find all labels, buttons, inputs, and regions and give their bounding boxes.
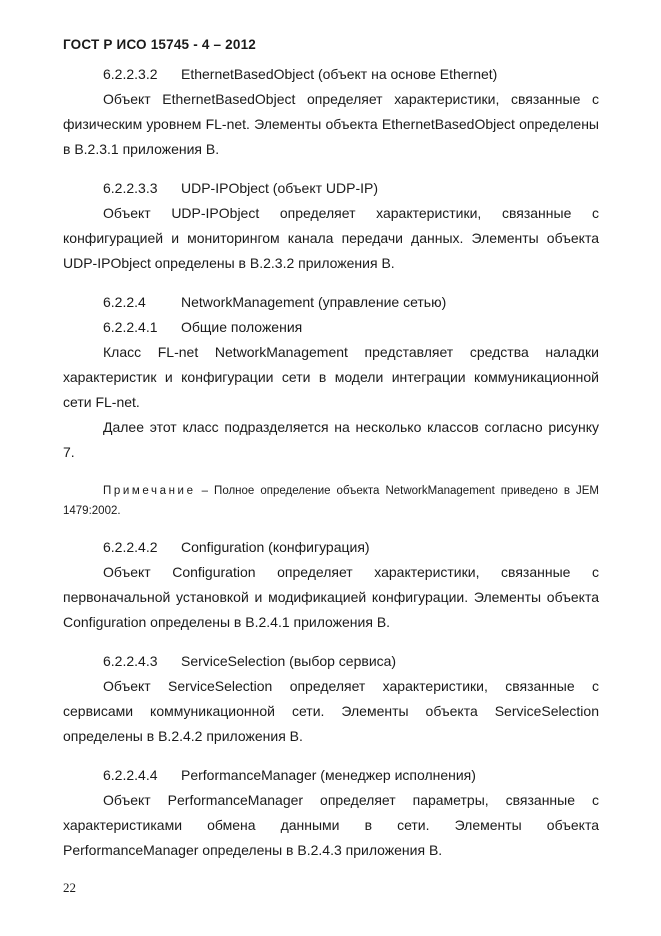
document-body [63, 62, 599, 863]
section-heading [63, 649, 599, 674]
section-number: 6.2.2.4 [103, 294, 146, 310]
section-heading [63, 535, 599, 560]
section-number: 6.2.2.3.2 [103, 66, 158, 82]
section-paragraph: Объект ServiceSelection определяет характеристики, связанные с сервисами коммуникационной сети. Элементы объекта ServiceSelection определены в В.2.4.2 приложения В. [63, 678, 599, 744]
section-heading [63, 62, 599, 87]
section-paragraph: Объект UDP-IPObject определяет характеристики, связанные с конфигурацией и мониторингом канала передачи данных. Элементы объекта UDP-IPObject определены в В.2.3.2 приложения В. [63, 205, 599, 271]
section-title: EthernetBasedObject (объект на основе Ethernet) [181, 66, 498, 82]
section-title: UDP-IPObject (объект UDP-IP) [181, 180, 379, 196]
page-number: 22 [63, 880, 76, 895]
note [63, 481, 599, 521]
section-heading [63, 290, 599, 315]
section-title: Общие положения [181, 319, 303, 335]
section-heading [63, 763, 599, 788]
section-title: PerformanceManager (менеджер исполнения) [181, 767, 476, 783]
note-label: Примечание [103, 485, 196, 497]
section-paragraph: Объект EthernetBasedObject определяет характеристики, связанные с физическим уровнем FL-net. Элементы объекта EthernetBasedObject определены в B.2.3.1 приложения В. [63, 91, 599, 157]
document-header: ГОСТ Р ИСО 15745 - 4 – 2012 [63, 37, 256, 52]
section-number: 6.2.2.4.2 [103, 539, 158, 555]
section-number: 6.2.2.4.3 [103, 653, 158, 669]
section-number: 6.2.2.3.3 [103, 180, 158, 196]
section-paragraph: Далее этот класс подразделяется на несколько классов согласно рисунку 7. [63, 419, 599, 460]
section-heading [63, 176, 599, 201]
section-title: NetworkManagement (управление сетью) [181, 294, 447, 310]
section-heading [63, 315, 599, 340]
note-text: – Полное определение объекта NetworkManagement приведено в JEM 1479:2002. [63, 485, 599, 517]
section-title: Configuration (конфигурация) [181, 539, 370, 555]
section-title: ServiceSelection (выбор сервиса) [181, 653, 397, 669]
section-paragraph: Объект PerformanceManager определяет параметры, связанные с характеристиками обмена данными в сети. Элементы объекта PerformanceManager определены в В.2.4.3 приложения В. [63, 792, 599, 858]
section-paragraph: Класс FL-net NetworkManagement представляет средства наладки характеристик и конфигурации сети в модели интеграции коммуникационной сети FL-net. [63, 344, 599, 410]
section-number: 6.2.2.4.1 [103, 319, 158, 335]
section-paragraph: Объект Configuration определяет характеристики, связанные с первоначальной установкой и модификацией конфигурации. Элементы объекта Configuration определены в В.2.4.1 приложения В. [63, 564, 599, 630]
section-number: 6.2.2.4.4 [103, 767, 158, 783]
